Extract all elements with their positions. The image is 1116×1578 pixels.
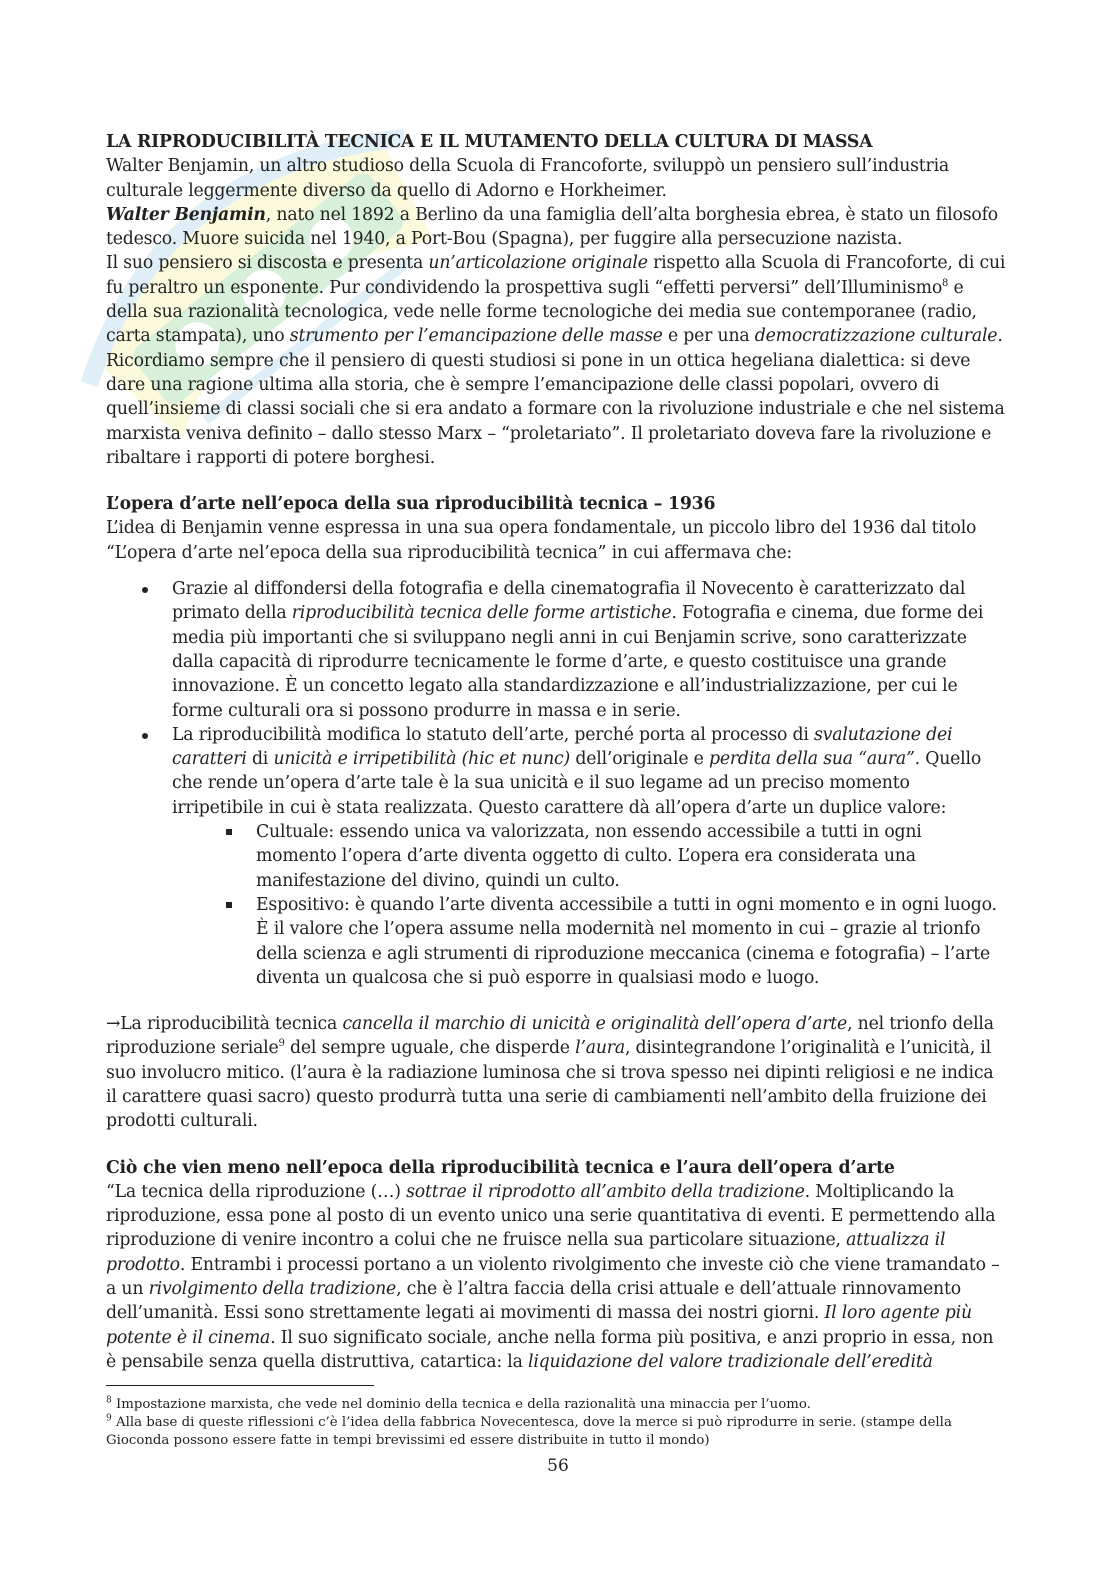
page-number: 56 bbox=[547, 1456, 569, 1476]
work-title: L’opera d’arte nell’epoca della sua riproducibilità tecnica – 1936 bbox=[106, 494, 716, 515]
sub-bullet-list bbox=[172, 820, 1006, 990]
document-body bbox=[106, 130, 1006, 1374]
work-intro-paragraph: L’idea di Benjamin venne espressa in una sua opera fondamentale, un piccolo libro del 1936 dal titolo “L’opera d’arte nel’epoca della sua riproducibilità tecnica” in cui affermava che: bbox=[106, 518, 977, 563]
quote-paragraph: “La tecnica della riproduzione (…) sottrae il riprodotto all’ambito della tradizione. Moltiplicando la riproduzione, essa pone al posto di un evento unico una serie quantitativa di eventi. E permettendo alla riproduzione di venire incontro a colui che ne fruisce nella sua particolare situazione, attualizza il prodotto. Entrambi i processi portano a un violento rivolgimento che investe ciò che viene tramandato – a un rivolgimento della tradizione, che è l’altra faccia della crisi attuale e dell’attuale rinnovamento dell’umanità. Essi sono strettamente legati ai movimenti di massa dei nostri giorni. Il loro agente più potente è il cinema. Il suo significato sociale, anche nella forma più positiva, e anzi proprio in essa, non è pensabile senza quella distruttiva, catartica: la liquidazione del valore tradizionale dell’eredità bbox=[106, 1181, 1000, 1372]
thought-paragraph: Il suo pensiero si discosta e presenta un’articolazione originale rispetto alla Scuola di Francoforte, di cui fu peraltro un esponente. Pur condividendo la prospettiva sugli “effetti perversi” dell’Illuminismo$^8$ e della sua razionalità tecnologica, vede nelle forme tecnologiche dei media sue contemporanee (radio, carta stampata), uno strumento per l’emancipazione delle masse e per una democratizzazione culturale. Ricordiamo sempre che il pensiero di questi studiosi si pone in un ottica hegeliana dialettica: si deve dare una ragione ultima alla storia, che è sempre l’emancipazione delle classi popolari, ovvero di quell’insieme di classi sociali che si era andato a formare con la rivoluzione industriale e che nel sistema marxista veniva definito – dallo stesso Marx – “proletariato”. Il proletariato doveva fare la rivoluzione e ribaltare i rapporti di potere borghesi. bbox=[106, 253, 1006, 468]
aura-title: Ciò che vien meno nell’epoca della riproducibilità tecnica e l’aura dell’opera d’arte bbox=[106, 1157, 895, 1178]
author-name: Walter Benjamin bbox=[106, 204, 266, 225]
footnote-8: $^8$ Impostazione marxista, che vede nel dominio della tecnica e della razionalità una minaccia per l’uomo. bbox=[106, 1395, 811, 1412]
conclusion-paragraph: →La riproducibilità tecnica cancella il marchio di unicità e originalità dell’opera d’arte, nel trionfo della riproduzione seriale$^9$ del sempre uguale, che disperde l’aura, disintegrandone l’originalità e l’unicità, il suo involucro mitico. (l’aura è la radiazione luminosa che si trova spesso nei dipinti religiosi e ne indica il carattere quasi sacro) questo produrrà tutta una serie di cambiamenti nell’ambito della fruizione dei prodotti culturali. bbox=[106, 1014, 994, 1132]
footnote-ref-9: 9 bbox=[278, 1038, 285, 1050]
bio-paragraph: Walter Benjamin, nato nel 1892 a Berlino da una famiglia dell’alta borghesia ebrea, è stato un filosofo tedesco. Muore suicida nel 1940, a Port-Bou (Spagna), per fuggire alla persecuzione nazista. bbox=[106, 204, 998, 250]
list-item: Grazie al diffondersi della fotografia e della cinematografia il Novecento è caratterizzato dal primato della riproducibilità tecnica delle forme artistiche. Fotografia e cinema, due forme dei media più importanti che si sviluppano negli anni in cui Benjamin scrive, sono caratterizzate dalla capacità di riprodurre tecnicamente le forme d’arte, e questo costituisce una grande innovazione. È un concetto legato alla standardizzazione e all’industrializzazione, per cui le forme culturali ora si possono produrre in massa e in serie. bbox=[172, 577, 1006, 723]
footnote-9: $^9$ Alla base di queste riflessioni c’è l’idea della fabbrica Novecentesca, dove la merce si può riprodurre in serie. (stampe della Gioconda possono essere fatte in tempi brevissimi ed essere distribuite in tutto il mondo) bbox=[106, 1413, 952, 1448]
main-bullet-list bbox=[106, 577, 1006, 990]
sub-list-item: Espositivo: è quando l’arte diventa accessibile a tutti in ogni momento e in ogni luogo. È il valore che l’opera assume nella modernità nel momento in cui – grazie al trionfo della scienza e agli strumenti di riproduzione meccanica (cinema e fotografia) – l’arte diventa un qualcosa che si può esporre in qualsiasi modo e luogo. bbox=[256, 893, 1006, 990]
footnotes bbox=[106, 1396, 1006, 1450]
intro-paragraph: Walter Benjamin, un altro studioso della Scuola di Francoforte, sviluppò un pensiero sull’industria culturale leggermente diverso da quello di Adorno e Horkheimer. bbox=[106, 156, 950, 201]
footnote-separator bbox=[106, 1385, 374, 1386]
arrow-icon: → bbox=[106, 1014, 121, 1035]
list-item: La riproducibilità modifica lo statuto dell’arte, perché porta al processo di svalutazione dei caratteri di unicità e irripetibilità (hic et nunc) dell’originale e perdita della sua “aura”. Quello che rende un’opera d’arte tale è la sua unicità e il suo legame ad un preciso momento irripetibile in cui è stata realizzata. Questo carattere dà all’opera d’arte un duplice valore: Cultuale: essendo unica va valorizzata, non essendo accessibile a tutti in ogni momento l’opera d’arte diventa oggetto di culto. L’opera era considerata una manifestazione del divino, quindi un culto. Espositivo: è quando l’arte diventa accessibile a tutti in ogni momento e in ogni luogo. È il valore che l’opera assume nella modernità nel momento in cui – grazie al trionfo della scienza e agli strumenti di riproduzione meccanica (cinema e fotografia) – l’arte diventa un qualcosa che si può esporre in qualsiasi modo e luogo. bbox=[172, 723, 1006, 990]
section-title: LA RIPRODUCIBILITÀ TECNICA E IL MUTAMENTO DELLA CULTURA DI MASSA bbox=[106, 132, 873, 152]
footnote-ref-8: 8 bbox=[942, 278, 949, 290]
sub-list-item: Cultuale: essendo unica va valorizzata, non essendo accessibile a tutti in ogni momento l’opera d’arte diventa oggetto di culto. L’opera era considerata una manifestazione del divino, quindi un culto. bbox=[256, 820, 1006, 893]
